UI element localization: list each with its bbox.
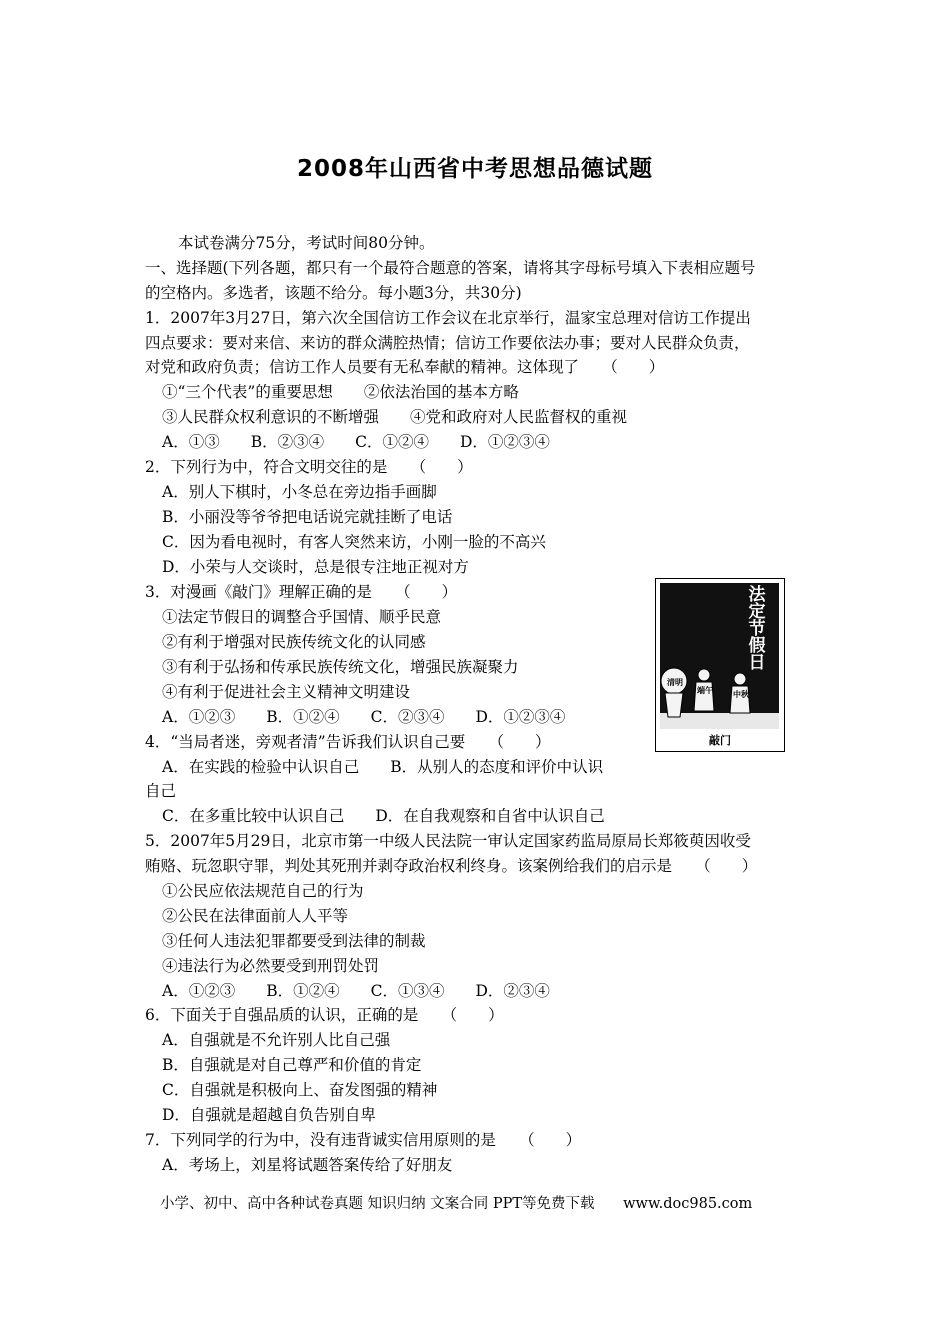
q2-choice-c: C．因为看电视时，有客人突然来访，小刚一脸的不高兴 <box>162 533 546 551</box>
page-footer <box>160 1192 752 1213</box>
q6-choice-d: D．自强就是超越自负告别自卑 <box>162 1106 376 1124</box>
q7-stem: 7．下列同学的行为中，没有违背诚实信用原则的是 （ ） <box>145 1131 582 1149</box>
footer-site-link[interactable]: www.doc985.com <box>623 1196 753 1212</box>
cartoon-title-chars: 法定节假日 <box>744 585 765 670</box>
q5-option: ②公民在法律面前人人平等 <box>162 907 349 925</box>
cartoon-label-duanwu: 端午 <box>697 686 713 695</box>
q1-stem: 四点要求：要对来信、来访的群众满腔热情；信访工作要依法办事；要对人民群众负责， <box>145 334 750 352</box>
exam-intro: 本试卷满分75分，考试时间80分钟。 <box>178 234 435 252</box>
q1-stem: 对党和政府负责；信访工作人员要有无私奉献的精神。这体现了 （ ） <box>145 358 665 376</box>
cartoon-drawing <box>660 583 779 729</box>
q2-choice-b: B．小丽没等爷爷把电话说完就挂断了电话 <box>162 508 453 526</box>
q2-choice-a: A．别人下棋时，小冬总在旁边指手画脚 <box>162 483 437 501</box>
q6-stem: 6．下面关于自强品质的认识，正确的是 （ ） <box>145 1006 504 1024</box>
q6-choice-a: A．自强就是不允许别人比自己强 <box>162 1031 391 1049</box>
q5-option: ①公民应依法规范自己的行为 <box>162 882 364 900</box>
q2-choice-d: D．小荣与人交谈时，总是很专注地正视对方 <box>162 558 469 576</box>
q6-choice-b: B．自强就是对自己尊严和价值的肯定 <box>162 1056 422 1074</box>
q3-option: ①法定节假日的调整合乎国情、顺乎民意 <box>162 608 442 626</box>
q4-choices-ab: A．在实践的检验中认识自己 B．从别人的态度和评价中认识 <box>162 758 604 776</box>
q1-option: ③人民群众权利意识的不断增强 ④党和政府对人民监督权的重视 <box>162 408 628 426</box>
section-heading-cont: 的空格内。多选者，该题不给分。每小题3分，共30分) <box>145 284 522 302</box>
page-title: 2008年山西省中考思想品德试题 <box>296 156 653 182</box>
q5-stem: 贿赂、玩忽职守罪，判处其死刑并剥夺政治权利终身。该案例给我们的启示是 （ ） <box>145 857 758 875</box>
cartoon-label-qingming: 清明 <box>667 678 683 687</box>
q5-option: ③任何人违法犯罪都要受到法律的制裁 <box>162 932 426 950</box>
cartoon-label-zhongqiu: 中秋 <box>733 690 749 699</box>
section-heading: 一、选择题(下列各题，都只有一个最符合题意的答案，请将其字母标号填入下表相应题号 <box>145 259 756 277</box>
q4-stem: 4．“当局者迷，旁观者清”告诉我们认识自己要 （ ） <box>145 733 551 751</box>
q1-choices: A．①③ B．②③④ C．①②④ D．①②③④ <box>162 433 550 451</box>
cartoon-caption: 敲门 <box>709 734 731 747</box>
q4-choices-ab-cont: 自己 <box>145 782 177 800</box>
q3-choices: A．①②③ B．①②④ C．②③④ D．①②③④ <box>162 708 566 726</box>
q1-option: ①“三个代表”的重要思想 ②依法治国的基本方略 <box>162 383 519 401</box>
q1-stem: 1．2007年3月27日，第六次全国信访工作会议在北京举行，温家宝总理对信访工作提出 <box>145 309 751 327</box>
q6-choice-c: C．自强就是积极向上、奋发图强的精神 <box>162 1081 438 1099</box>
q3-option: ④有利于促进社会主义精神文明建设 <box>162 683 411 701</box>
q3-option: ②有利于增强对民族传统文化的认同感 <box>162 633 426 651</box>
footer-text: 小学、初中、高中各种试卷真题 知识归纳 文案合同 PPT等免费下载 <box>160 1196 595 1212</box>
q5-stem: 5．2007年5月29日，北京市第一中级人民法院一审认定国家药监局原局长郑筱萸因收受 <box>145 832 751 850</box>
cartoon-image <box>660 583 779 729</box>
q5-option: ④违法行为必然要受到刑罚处罚 <box>162 957 380 975</box>
q7-choice-a: A．考场上，刘星将试题答案传给了好朋友 <box>162 1156 453 1174</box>
q2-stem: 2．下列行为中，符合文明交往的是 （ ） <box>145 458 473 476</box>
q5-choices: A．①②③ B．①②④ C．①③④ D．②③④ <box>162 982 550 1000</box>
cartoon-figure <box>655 578 785 752</box>
q4-choices-cd: C．在多重比较中认识自己 D．在自我观察和自省中认识自己 <box>162 807 605 825</box>
q3-option: ③有利于弘扬和传承民族传统文化，增强民族凝聚力 <box>162 658 519 676</box>
q3-stem: 3．对漫画《敲门》理解正确的是 （ ） <box>145 583 458 601</box>
